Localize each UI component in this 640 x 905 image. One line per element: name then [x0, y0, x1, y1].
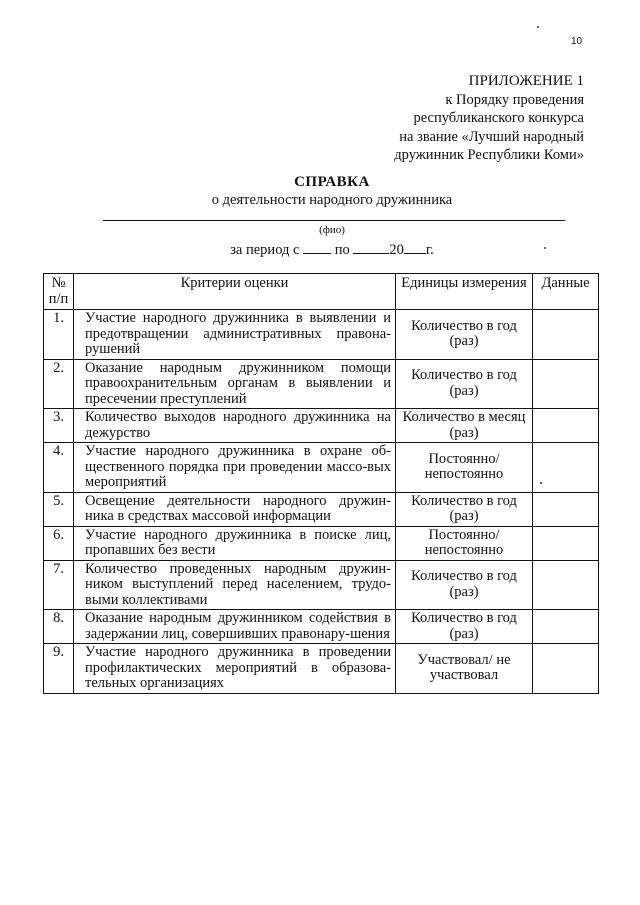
- table-row: [44, 610, 599, 644]
- period-to-blank[interactable]: [353, 241, 389, 254]
- table-row: [44, 560, 599, 610]
- table-row: [44, 492, 599, 526]
- row-criteria: Количество выходов народного дружинника на дежурство: [74, 409, 396, 443]
- row-number: 3.: [44, 409, 74, 443]
- table-row: [44, 409, 599, 443]
- row-number: 6.: [44, 526, 74, 560]
- document-subtitle: о деятельности народного дружинника: [211, 192, 453, 208]
- header-units: Единицы измерения: [396, 274, 533, 310]
- row-unit: Количество в год (раз): [396, 310, 533, 360]
- table-row: [44, 644, 599, 694]
- row-data-cell[interactable]: [533, 359, 599, 409]
- page-number: 10: [571, 36, 583, 47]
- row-number: 4.: [44, 443, 74, 493]
- table-row: [44, 443, 599, 493]
- row-number: 5.: [44, 492, 74, 526]
- row-unit: Количество в год (раз): [396, 359, 533, 409]
- row-data-cell[interactable]: [533, 310, 599, 360]
- row-criteria: Участие народного дружинника в проведении профилактических мероприятий в образова-тельных организациях: [74, 644, 396, 694]
- row-number: 1.: [44, 310, 74, 360]
- row-data-cell[interactable]: [533, 610, 599, 644]
- row-unit: Постоянно/ непостоянно: [396, 443, 533, 493]
- appendix-line: дружинник Республики Коми»: [394, 147, 584, 163]
- appendix-line: к Порядку проведения: [445, 91, 584, 108]
- period-year-prefix: 20: [389, 242, 404, 258]
- row-unit: Количество в год (раз): [396, 610, 533, 644]
- period-from-blank[interactable]: [303, 241, 331, 254]
- table-row: [44, 310, 599, 360]
- row-data-cell[interactable]: [533, 526, 599, 560]
- document-title: СПРАВКА: [294, 174, 370, 190]
- period-line: [0, 241, 640, 259]
- fio-input-line[interactable]: [103, 220, 565, 221]
- row-data-cell[interactable]: [533, 644, 599, 694]
- row-criteria: Участие народного дружинника в поиске лиц, пропавших без вести: [74, 526, 396, 560]
- header-criteria: Критерии оценки: [74, 274, 396, 310]
- row-number: 7.: [44, 560, 74, 610]
- row-data-cell[interactable]: [533, 492, 599, 526]
- row-data-cell[interactable]: [533, 409, 599, 443]
- appendix-line: республиканского конкурса: [413, 110, 584, 126]
- row-number: 2.: [44, 359, 74, 409]
- appendix-line: на звание «Лучший народный: [399, 128, 584, 145]
- header-data: Данные: [533, 274, 599, 310]
- table-row: [44, 526, 599, 560]
- row-criteria: Количество проведенных народным дружин-ником выступлений перед населением, трудо-выми коллективами: [74, 560, 396, 610]
- period-middle: по: [334, 242, 350, 258]
- period-prefix: за период с: [230, 242, 300, 258]
- period-year-blank[interactable]: [404, 241, 426, 254]
- row-unit: Количество в месяц (раз): [396, 409, 533, 443]
- appendix-block: [394, 72, 584, 165]
- row-unit: Участвовал/ не участвовал: [396, 644, 533, 694]
- criteria-table: [43, 273, 599, 694]
- row-data-cell[interactable]: [533, 443, 599, 493]
- fio-caption: (фио): [319, 224, 345, 236]
- row-number: 9.: [44, 644, 74, 694]
- row-unit: Количество в год (раз): [396, 492, 533, 526]
- row-criteria: Оказание народным дружинником содействия в задержании лиц, совершивших правонару-шения: [74, 610, 396, 644]
- row-criteria: Оказание народным дружинником помощи правоохранительным органам в выявлении и пресечении преступлений: [74, 359, 396, 409]
- row-criteria: Участие народного дружинника в выявлении и предотвращении административных правона-рушений: [74, 310, 396, 360]
- scan-speck: [537, 26, 539, 28]
- row-number: 8.: [44, 610, 74, 644]
- header-num: № п/п: [44, 274, 74, 310]
- row-data-cell[interactable]: [533, 560, 599, 610]
- row-criteria: Участие народного дружинника в охране об-щественного порядка при проведении массо-вых мероприятий: [74, 443, 396, 493]
- row-unit: Количество в год (раз): [396, 560, 533, 610]
- table-row: [44, 359, 599, 409]
- row-criteria: Освещение деятельности народного дружин-ника в средствах массовой информации: [74, 492, 396, 526]
- period-suffix: г.: [425, 242, 434, 258]
- appendix-line: ПРИЛОЖЕНИЕ 1: [468, 73, 584, 89]
- table-header-row: [44, 274, 599, 310]
- row-unit: Постоянно/ непостоянно: [396, 526, 533, 560]
